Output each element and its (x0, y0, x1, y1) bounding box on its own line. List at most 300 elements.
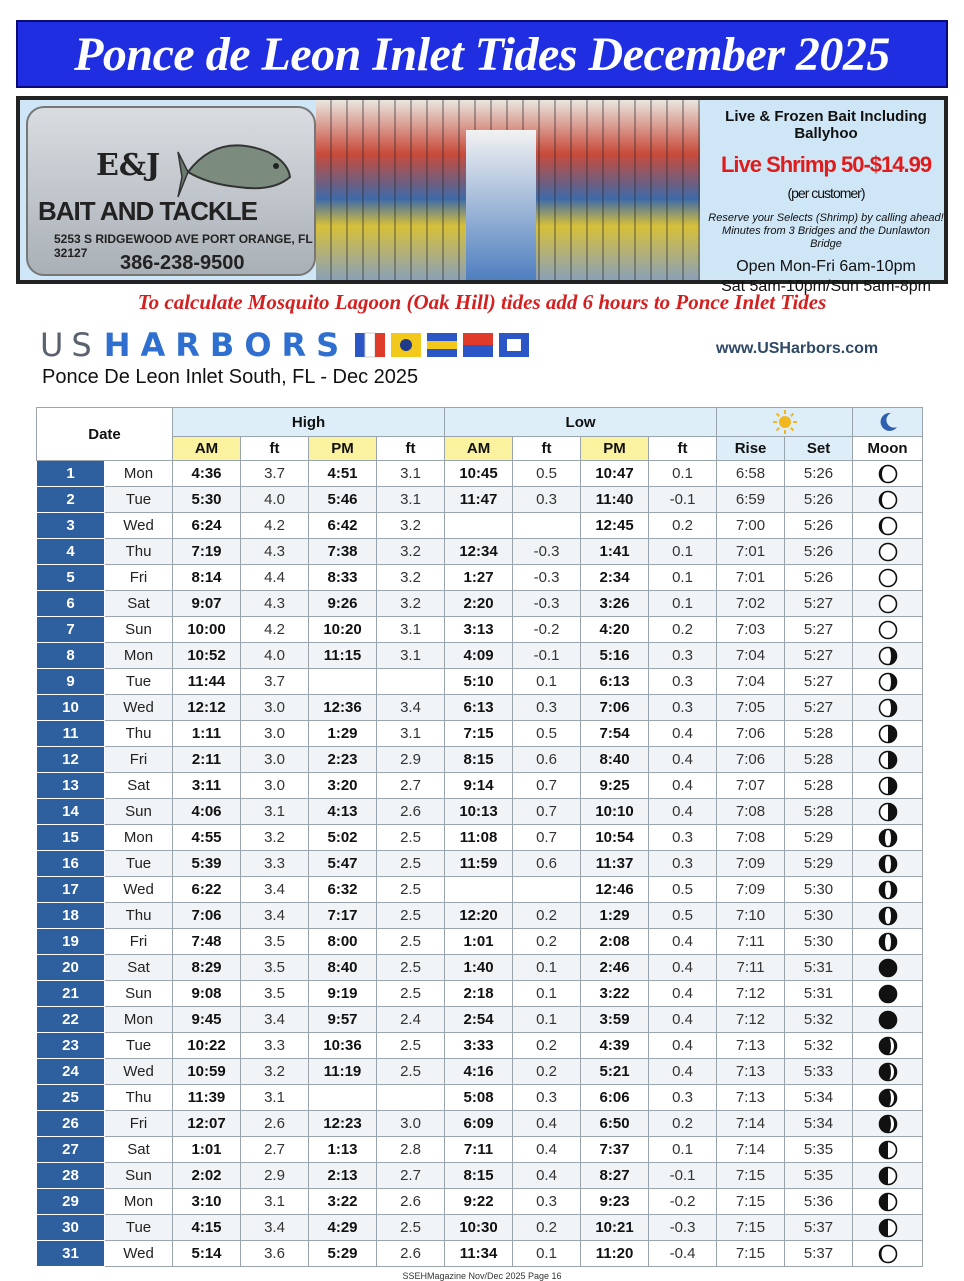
sunset-time: 5:34 (785, 1085, 853, 1111)
sunset-time: 5:35 (785, 1163, 853, 1189)
date-number: 23 (37, 1033, 105, 1059)
date-number: 3 (37, 513, 105, 539)
high-pm-height: 3.1 (377, 617, 445, 643)
table-row (37, 513, 923, 539)
sunset-time: 5:34 (785, 1111, 853, 1137)
table-row (37, 539, 923, 565)
high-am-time: 4:36 (173, 461, 241, 487)
high-pm-ft-header: ft (377, 437, 445, 461)
low-am-height: 0.3 (513, 1085, 581, 1111)
high-pm-time: 10:36 (309, 1033, 377, 1059)
low-pm-time: 10:10 (581, 799, 649, 825)
day-of-week: Sat (105, 1137, 173, 1163)
low-pm-ft-header: ft (649, 437, 717, 461)
high-am-height: 3.0 (241, 747, 309, 773)
low-am-height: 0.2 (513, 1033, 581, 1059)
high-pm-time: 5:02 (309, 825, 377, 851)
low-pm-time: 7:06 (581, 695, 649, 721)
day-of-week: Mon (105, 643, 173, 669)
high-pm-height: 2.5 (377, 955, 445, 981)
ad-logo-subname: BAIT AND TACKLE (38, 196, 257, 226)
moon-phase-cell (853, 825, 923, 851)
low-pm-time: 7:54 (581, 721, 649, 747)
high-am-time: 7:19 (173, 539, 241, 565)
sunset-time: 5:29 (785, 825, 853, 851)
high-pm-height: 3.1 (377, 721, 445, 747)
high-am-time: 6:24 (173, 513, 241, 539)
table-row (37, 565, 923, 591)
high-am-time: 12:07 (173, 1111, 241, 1137)
low-pm-height: 0.4 (649, 721, 717, 747)
day-of-week: Thu (105, 903, 173, 929)
date-number: 8 (37, 643, 105, 669)
waning-crescent-moon-icon (878, 854, 898, 874)
low-am-time: 1:01 (445, 929, 513, 955)
sunset-time: 5:28 (785, 773, 853, 799)
date-number: 24 (37, 1059, 105, 1085)
high-am-time: 3:11 (173, 773, 241, 799)
low-pm-height: 0.1 (649, 591, 717, 617)
high-pm-height: 2.6 (377, 1241, 445, 1267)
low-am-time: 2:54 (445, 1007, 513, 1033)
sunset-time: 5:33 (785, 1059, 853, 1085)
table-row (37, 773, 923, 799)
high-pm-height: 2.8 (377, 1137, 445, 1163)
sunrise-time: 7:12 (717, 1007, 785, 1033)
sunrise-time: 6:59 (717, 487, 785, 513)
high-pm-time: 6:42 (309, 513, 377, 539)
low-pm-time: 11:37 (581, 851, 649, 877)
ad-address: 5253 S RIDGEWOOD AVE PORT ORANGE, FL 32127 (54, 232, 313, 260)
low-am-height: 0.2 (513, 1059, 581, 1085)
high-pm-time: 3:22 (309, 1189, 377, 1215)
high-am-time: 2:02 (173, 1163, 241, 1189)
low-am-time: 5:10 (445, 669, 513, 695)
day-of-week: Sat (105, 773, 173, 799)
day-of-week: Wed (105, 1059, 173, 1085)
day-of-week: Wed (105, 513, 173, 539)
moon-phase-cell (853, 773, 923, 799)
high-pm-time: 7:38 (309, 539, 377, 565)
high-am-time: 6:22 (173, 877, 241, 903)
low-pm-time: 5:21 (581, 1059, 649, 1085)
low-am-height: 0.3 (513, 487, 581, 513)
ad-store-aisle (466, 130, 536, 280)
sunset-time: 5:32 (785, 1033, 853, 1059)
high-pm-height: 3.2 (377, 539, 445, 565)
station-subtitle: Ponce De Leon Inlet South, FL - Dec 2025 (42, 366, 419, 388)
sunrise-time: 7:00 (717, 513, 785, 539)
low-pm-height: 0.4 (649, 929, 717, 955)
low-pm-height: 0.2 (649, 1111, 717, 1137)
date-number: 1 (37, 461, 105, 487)
low-am-height: 0.1 (513, 1241, 581, 1267)
low-am-height: 0.7 (513, 825, 581, 851)
high-pm-height: 2.9 (377, 747, 445, 773)
low-am-height: -0.3 (513, 565, 581, 591)
high-pm-time: 8:40 (309, 955, 377, 981)
high-pm-time: 6:32 (309, 877, 377, 903)
logo-harbors: HARBORS (103, 326, 350, 364)
low-pm-height: 0.1 (649, 1137, 717, 1163)
flag-icon (499, 333, 529, 357)
high-pm-height: 2.7 (377, 773, 445, 799)
table-row (37, 487, 923, 513)
high-am-time: 1:01 (173, 1137, 241, 1163)
high-pm-height: 2.5 (377, 825, 445, 851)
high-header: High (173, 408, 445, 437)
high-am-height: 3.7 (241, 669, 309, 695)
low-am-height: -0.3 (513, 539, 581, 565)
high-am-time: 4:06 (173, 799, 241, 825)
waning-crescent-moon-icon (878, 880, 898, 900)
low-am-height: 0.3 (513, 1189, 581, 1215)
low-pm-time: 4:20 (581, 617, 649, 643)
sun-icon (772, 409, 798, 435)
sunset-time: 5:29 (785, 851, 853, 877)
tide-table-body (37, 461, 923, 1267)
low-pm-time: 6:06 (581, 1085, 649, 1111)
low-am-time: 10:30 (445, 1215, 513, 1241)
sunrise-time: 6:58 (717, 461, 785, 487)
sunrise-time: 7:01 (717, 539, 785, 565)
low-pm-time: 2:08 (581, 929, 649, 955)
high-am-height: 3.1 (241, 799, 309, 825)
day-of-week: Sun (105, 617, 173, 643)
sunrise-time: 7:11 (717, 955, 785, 981)
flag-icon (463, 333, 493, 357)
first-quarter-moon-icon (878, 1218, 898, 1238)
high-pm-height: 2.5 (377, 1215, 445, 1241)
date-header: Date (37, 408, 173, 461)
day-of-week: Mon (105, 1007, 173, 1033)
waxing-crescent-dark-moon-icon (878, 1036, 898, 1056)
sunset-time: 5:37 (785, 1241, 853, 1267)
low-pm-height: -0.3 (649, 1215, 717, 1241)
high-am-height: 3.7 (241, 461, 309, 487)
date-number: 22 (37, 1007, 105, 1033)
date-number: 29 (37, 1189, 105, 1215)
high-pm-time: 9:26 (309, 591, 377, 617)
high-am-time: 5:30 (173, 487, 241, 513)
low-am-height: 0.1 (513, 955, 581, 981)
sunset-time: 5:31 (785, 955, 853, 981)
low-am-time: 11:08 (445, 825, 513, 851)
high-pm-height: 3.1 (377, 461, 445, 487)
low-am-time: 9:14 (445, 773, 513, 799)
high-pm-time: 3:20 (309, 773, 377, 799)
high-pm-time: 7:17 (309, 903, 377, 929)
high-pm-time: 12:23 (309, 1111, 377, 1137)
low-pm-time: 4:39 (581, 1033, 649, 1059)
low-pm-height: 0.1 (649, 461, 717, 487)
day-of-week: Tue (105, 851, 173, 877)
sunset-header: Set (785, 437, 853, 461)
low-pm-time: 12:45 (581, 513, 649, 539)
date-number: 15 (37, 825, 105, 851)
waning-gibbous-moon-icon (878, 646, 898, 666)
new-moon-icon (878, 1010, 898, 1030)
high-am-time: 3:10 (173, 1189, 241, 1215)
low-pm-height: -0.2 (649, 1189, 717, 1215)
moon-phase-cell (853, 851, 923, 877)
high-pm-height: 3.1 (377, 487, 445, 513)
waxing-gibbous-moon-icon (878, 1244, 898, 1264)
table-row (37, 461, 923, 487)
moon-header: Moon (853, 437, 923, 461)
low-pm-height: 0.4 (649, 1059, 717, 1085)
low-am-height (513, 877, 581, 903)
high-am-height: 4.0 (241, 643, 309, 669)
sunrise-time: 7:15 (717, 1215, 785, 1241)
page-footer: SSEHMagazine Nov/Dec 2025 Page 16 (402, 1271, 562, 1281)
high-pm-height: 3.2 (377, 565, 445, 591)
table-row (37, 877, 923, 903)
date-number: 30 (37, 1215, 105, 1241)
table-row (37, 1085, 923, 1111)
sunset-time: 5:26 (785, 461, 853, 487)
sunrise-time: 7:13 (717, 1033, 785, 1059)
low-am-time: 12:34 (445, 539, 513, 565)
table-row (37, 643, 923, 669)
moon-phase-cell (853, 643, 923, 669)
low-am-time: 8:15 (445, 1163, 513, 1189)
day-of-week: Thu (105, 539, 173, 565)
table-row (37, 799, 923, 825)
high-pm-height: 2.7 (377, 1163, 445, 1189)
moon-phase-cell (853, 695, 923, 721)
high-am-height: 3.0 (241, 721, 309, 747)
low-am-height: 0.7 (513, 799, 581, 825)
high-am-height: 3.0 (241, 773, 309, 799)
high-am-height: 4.4 (241, 565, 309, 591)
sunrise-time: 7:10 (717, 903, 785, 929)
low-am-height: -0.1 (513, 643, 581, 669)
low-pm-time: 11:20 (581, 1241, 649, 1267)
sunset-time: 5:28 (785, 799, 853, 825)
high-am-time: 10:59 (173, 1059, 241, 1085)
sunset-time: 5:35 (785, 1137, 853, 1163)
sunset-time: 5:27 (785, 591, 853, 617)
table-row (37, 1215, 923, 1241)
moon-phase-cell (853, 903, 923, 929)
high-am-height: 3.3 (241, 1033, 309, 1059)
moon-phase-cell (853, 877, 923, 903)
waxing-crescent-moon-icon (878, 490, 898, 510)
moon-phase-cell (853, 1215, 923, 1241)
sunrise-time: 7:15 (717, 1241, 785, 1267)
low-pm-height: 0.4 (649, 1007, 717, 1033)
table-row (37, 825, 923, 851)
sunset-time: 5:30 (785, 929, 853, 955)
low-pm-time: 6:13 (581, 669, 649, 695)
moon-phase-cell (853, 799, 923, 825)
low-pm-time: 3:59 (581, 1007, 649, 1033)
sunset-time: 5:27 (785, 695, 853, 721)
high-pm-time: 1:13 (309, 1137, 377, 1163)
high-am-time: 5:39 (173, 851, 241, 877)
low-am-time: 6:13 (445, 695, 513, 721)
high-am-time: 12:12 (173, 695, 241, 721)
waxing-crescent-moon-icon (878, 516, 898, 536)
high-pm-time: 2:23 (309, 747, 377, 773)
low-am-time (445, 513, 513, 539)
low-pm-height: 0.2 (649, 513, 717, 539)
low-pm-height: 0.3 (649, 643, 717, 669)
sunrise-time: 7:14 (717, 1137, 785, 1163)
moon-phase-cell (853, 539, 923, 565)
last-quarter-moon-icon (878, 776, 898, 796)
low-pm-height: 0.3 (649, 1085, 717, 1111)
waning-gibbous-moon-icon (878, 698, 898, 718)
moon-phase-cell (853, 1059, 923, 1085)
table-row (37, 1111, 923, 1137)
high-pm-time: 8:00 (309, 929, 377, 955)
high-pm-height: 2.5 (377, 877, 445, 903)
high-pm-height: 3.2 (377, 591, 445, 617)
low-am-height: 0.5 (513, 721, 581, 747)
sunset-time: 5:26 (785, 539, 853, 565)
high-pm-time: 11:15 (309, 643, 377, 669)
day-of-week: Wed (105, 695, 173, 721)
high-am-height: 3.4 (241, 903, 309, 929)
high-pm-time: 4:13 (309, 799, 377, 825)
high-pm-height: 3.4 (377, 695, 445, 721)
moon-phase-cell (853, 617, 923, 643)
low-pm-height: 0.3 (649, 669, 717, 695)
ad-logo-name: E&J (96, 148, 161, 183)
low-pm-height: 0.4 (649, 955, 717, 981)
low-am-height: 0.4 (513, 1111, 581, 1137)
table-row (37, 747, 923, 773)
low-pm-height: 0.1 (649, 565, 717, 591)
table-row (37, 1241, 923, 1267)
high-pm-time: 12:36 (309, 695, 377, 721)
sunset-time: 5:31 (785, 981, 853, 1007)
low-am-height: 0.1 (513, 669, 581, 695)
day-of-week: Tue (105, 487, 173, 513)
sunset-time: 5:27 (785, 643, 853, 669)
sunrise-time: 7:11 (717, 929, 785, 955)
date-number: 28 (37, 1163, 105, 1189)
low-am-height: 0.4 (513, 1137, 581, 1163)
day-of-week: Mon (105, 1189, 173, 1215)
date-number: 12 (37, 747, 105, 773)
high-am-time: 11:39 (173, 1085, 241, 1111)
moon-phase-cell (853, 565, 923, 591)
low-am-time: 3:33 (445, 1033, 513, 1059)
sunset-time: 5:26 (785, 565, 853, 591)
low-pm-height: 0.4 (649, 981, 717, 1007)
low-am-time: 9:22 (445, 1189, 513, 1215)
high-am-height: 2.7 (241, 1137, 309, 1163)
table-row (37, 903, 923, 929)
day-of-week: Sun (105, 1163, 173, 1189)
low-pm-time: 6:50 (581, 1111, 649, 1137)
high-pm-height: 2.5 (377, 851, 445, 877)
moon-phase-cell (853, 1111, 923, 1137)
high-am-height: 3.2 (241, 1059, 309, 1085)
table-row (37, 851, 923, 877)
low-pm-height: 0.4 (649, 747, 717, 773)
high-am-time: 5:14 (173, 1241, 241, 1267)
sunrise-time: 7:04 (717, 669, 785, 695)
sunrise-time: 7:14 (717, 1111, 785, 1137)
sunset-time: 5:27 (785, 669, 853, 695)
low-pm-time: 8:27 (581, 1163, 649, 1189)
high-pm-time: 8:33 (309, 565, 377, 591)
date-number: 13 (37, 773, 105, 799)
low-pm-time: 10:54 (581, 825, 649, 851)
low-pm-time: 1:29 (581, 903, 649, 929)
moon-phase-cell (853, 981, 923, 1007)
high-pm-time: 2:13 (309, 1163, 377, 1189)
date-number: 14 (37, 799, 105, 825)
high-pm-time: 5:29 (309, 1241, 377, 1267)
high-am-height: 3.5 (241, 955, 309, 981)
nautical-flags (355, 333, 529, 357)
high-pm-height: 2.5 (377, 929, 445, 955)
date-number: 2 (37, 487, 105, 513)
high-pm-height: 2.5 (377, 903, 445, 929)
day-of-week: Sat (105, 955, 173, 981)
high-pm-height: 3.1 (377, 643, 445, 669)
low-am-height: 0.1 (513, 1007, 581, 1033)
waxing-crescent-dark-moon-icon (878, 1114, 898, 1134)
low-am-height: 0.4 (513, 1163, 581, 1189)
high-pm-time: 4:29 (309, 1215, 377, 1241)
date-number: 11 (37, 721, 105, 747)
high-pm-height: 2.5 (377, 981, 445, 1007)
moon-phase-cell (853, 955, 923, 981)
sunrise-time: 7:06 (717, 721, 785, 747)
high-am-height: 2.9 (241, 1163, 309, 1189)
low-pm-height: -0.1 (649, 1163, 717, 1189)
sunrise-time: 7:06 (717, 747, 785, 773)
day-of-week: Tue (105, 1033, 173, 1059)
low-pm-height: 0.4 (649, 1033, 717, 1059)
low-am-height (513, 513, 581, 539)
moon-phase-cell (853, 461, 923, 487)
day-of-week: Fri (105, 747, 173, 773)
last-quarter-moon-icon (878, 750, 898, 770)
day-of-week: Sun (105, 799, 173, 825)
first-quarter-moon-icon (878, 1192, 898, 1212)
date-number: 6 (37, 591, 105, 617)
sunrise-time: 7:15 (717, 1163, 785, 1189)
date-number: 26 (37, 1111, 105, 1137)
high-pm-time: 9:19 (309, 981, 377, 1007)
table-row (37, 955, 923, 981)
low-am-time: 2:18 (445, 981, 513, 1007)
sunset-time: 5:27 (785, 617, 853, 643)
ad-hours-weekday: Open Mon-Fri 6am-10pm (736, 258, 916, 275)
table-row (37, 1163, 923, 1189)
low-am-header: AM (445, 437, 513, 461)
low-am-time: 1:27 (445, 565, 513, 591)
date-number: 9 (37, 669, 105, 695)
low-am-height: 0.2 (513, 1215, 581, 1241)
high-am-height: 3.5 (241, 929, 309, 955)
day-of-week: Fri (105, 1111, 173, 1137)
high-pm-time: 11:19 (309, 1059, 377, 1085)
ad-logo (26, 106, 316, 276)
last-quarter-moon-icon (878, 724, 898, 744)
low-am-height: 0.2 (513, 903, 581, 929)
low-pm-time: 7:37 (581, 1137, 649, 1163)
low-am-ft-header: ft (513, 437, 581, 461)
waning-gibbous-moon-icon (878, 672, 898, 692)
